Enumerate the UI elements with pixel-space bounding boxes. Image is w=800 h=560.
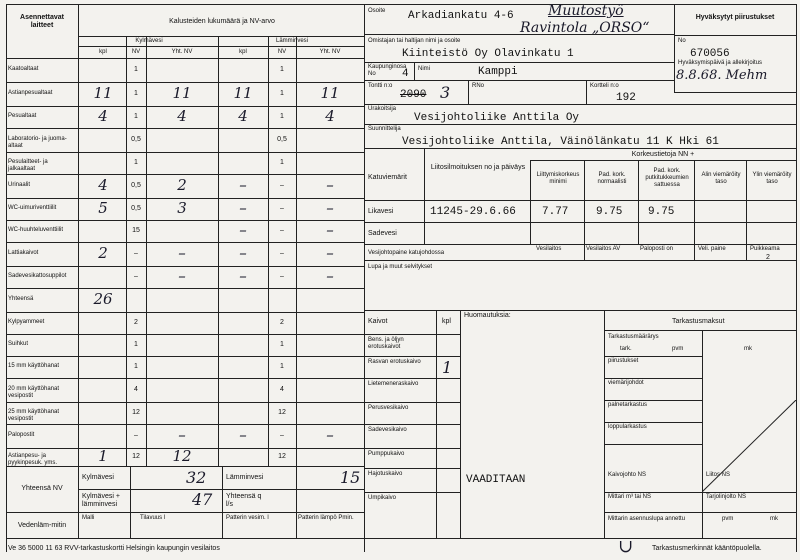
urakoitsija: Vesijohtoliike Anttila Oy xyxy=(414,112,580,124)
row-hot-kpl: – xyxy=(239,175,247,194)
row-label: Kylpyammeet xyxy=(8,318,45,325)
row-hot-nv: 1 xyxy=(280,362,284,370)
kaivo-item: Pumppukaivo xyxy=(368,451,405,457)
row-cold-nv: 15 xyxy=(132,226,140,234)
totals-cold-label: Kylmävesi xyxy=(82,474,114,481)
row-cold-nv: 0,5 xyxy=(131,204,141,212)
kaivo-item: Sadevesikaivo xyxy=(368,427,407,433)
kaivo-item: Perusvesikaivo xyxy=(368,405,409,411)
row-label: 20 mm käyttöhanat vesipostit xyxy=(8,385,60,399)
row-cold-nv: 4 xyxy=(134,385,138,393)
totals-both-label: Kylmävesi + lämminvesi xyxy=(82,493,120,508)
row-hot-nv: 4 xyxy=(280,385,284,393)
row-cold-nv: – xyxy=(134,249,138,257)
kaivot-kpl-label: kpl xyxy=(442,318,451,325)
totals-label: Yhteensä NV xyxy=(21,485,63,492)
row-label: Urinaalit xyxy=(8,181,31,188)
likavesi-norm: 9.75 xyxy=(596,206,623,218)
row-hot-kpl: – xyxy=(239,425,247,444)
row-label: 15 mm käyttöhanat xyxy=(8,362,60,369)
kaupunginosa-name: Kamppi xyxy=(478,66,518,78)
meter-patterin2: Patterin lämpö Pmin. xyxy=(298,515,354,521)
row-cold-kpl: 11 xyxy=(93,83,113,102)
liitos-label: Liitosilmoituksen no ja päiväys xyxy=(430,164,526,171)
korkeus-header: Korkeustietoja NN + xyxy=(631,151,695,158)
kaupunginosa-label: Kaupunginosa No xyxy=(368,64,407,77)
row-hot-nv: – xyxy=(280,226,284,234)
row-cold-yht: – xyxy=(178,243,186,262)
vesijohto-label: Vesijohtopaine katujohdossa xyxy=(368,250,445,256)
totals-sum-label: Yhteensä q l/s xyxy=(226,493,262,508)
footer-right: Tarkastusmerkinnät kääntöpuolella. xyxy=(652,545,762,552)
row-label: Palopostit xyxy=(8,431,35,438)
suunnittelija: Vesijohtoliike Anttila, Väinölänkatu 11 K Hki 61 xyxy=(402,136,719,148)
omistaja-label: Omistajan tai haltijan nimi ja osoite xyxy=(368,38,461,44)
kaivo-item: Hajotuskaivo xyxy=(368,471,403,477)
row-cold-nv: 12 xyxy=(132,408,140,416)
row-hot-nv: 1 xyxy=(280,89,284,97)
row-hot-kpl: – xyxy=(239,198,247,217)
kaivo-item: Umpikaivo xyxy=(368,495,397,501)
row-hot-nv: – xyxy=(280,249,284,257)
ylin-label: Ylin viemäröity taso xyxy=(752,172,792,185)
row-label: Sadevesikattosuppilot xyxy=(8,272,67,279)
row-hot-nv: 1 xyxy=(280,158,284,166)
row-label: Suihkut xyxy=(8,340,29,347)
kaupunginosa-name-label: Nimi xyxy=(418,66,430,72)
urakoitsija-label: Urakoitsija xyxy=(368,106,397,112)
sub-yht-cold: Yht. NV xyxy=(171,49,193,55)
tark-maara: Tarkastusmäärärys xyxy=(608,334,659,340)
row-cold-nv: 2 xyxy=(134,318,138,326)
row-cold-nv: 1 xyxy=(134,158,138,166)
row-cold-kpl: 4 xyxy=(98,175,108,194)
suunnittelija-label: Suunnittelija xyxy=(368,126,401,132)
mittari-label: Mittari m³ tai NS xyxy=(608,494,652,500)
row-hot-nv: 12 xyxy=(278,408,286,416)
rasva-kpl: 1 xyxy=(442,358,453,377)
meter-patterin: Patterin vesim. l xyxy=(226,515,269,521)
row-hot-nv: 1 xyxy=(280,340,284,348)
row-cold-yht: 4 xyxy=(177,106,187,125)
row-cold-yht: 3 xyxy=(177,198,187,217)
row-cold-kpl: 1 xyxy=(98,446,108,465)
totals-hot-label: Lämminvesi xyxy=(226,474,264,481)
row-label: Astianpesu- ja pyykinpesuk. yms. xyxy=(8,452,58,466)
row-hot-kpl: 4 xyxy=(238,106,248,125)
kaivo-item: Lietemeneraskaivo xyxy=(368,381,419,387)
sub-yht-hot: Yht. NV xyxy=(319,49,341,55)
row-cold-nv: – xyxy=(134,431,138,439)
mittarin-label: Mittarin asennuslupa annettu xyxy=(608,516,686,522)
likavesi-pk: 9.75 xyxy=(648,206,675,218)
tark-item: palnetarkastus xyxy=(608,402,648,408)
kortteli: 192 xyxy=(616,92,636,104)
muutos-note: Muutostyö xyxy=(548,3,624,19)
row-cold-yht: 2 xyxy=(177,175,187,194)
tark-item: viemärijohdot xyxy=(608,380,644,386)
approval-title: Hyväksytyt piirustukset xyxy=(695,14,775,21)
osoite: Arkadiankatu 4-6 xyxy=(408,10,514,22)
veli-label: Veli. paine xyxy=(698,246,726,252)
row-hot-yht: – xyxy=(326,266,334,285)
row-hot-yht: 11 xyxy=(320,83,340,102)
kaivo-item: Bens. ja öljyn erotuskaivot xyxy=(368,337,404,350)
row-hot-kpl: – xyxy=(239,266,247,285)
cold-header: Kylmävesi xyxy=(135,38,163,44)
row-label: 25 mm käyttöhanat vesipostit xyxy=(8,408,60,422)
row-hot-kpl: – xyxy=(239,243,247,262)
alin-label: Alin viemäröity taso xyxy=(701,172,741,185)
row-cold-yht: 12 xyxy=(172,446,192,465)
kaupunginosa-no: 4 xyxy=(402,68,409,80)
meter-label: Vedenläm-mitin xyxy=(17,522,67,529)
row-label: Laboratorio- ja juoma-altaat xyxy=(8,135,67,149)
row-label: Kaatoaltaat xyxy=(8,65,39,72)
totals-both-value: 47 xyxy=(192,490,213,509)
row-hot-nv: 12 xyxy=(278,452,286,460)
row-cold-kpl: 4 xyxy=(98,106,108,125)
sadevesi-label: Sadevesi xyxy=(368,230,397,237)
row-cold-yht: – xyxy=(178,266,186,285)
likavesi-label: Likavesi xyxy=(368,208,394,215)
col-type-header: Asennettavat laitteet xyxy=(20,14,64,29)
tark-mk: mk xyxy=(744,346,752,352)
ravintola-note: Ravintola „ORSO“ xyxy=(520,20,650,36)
row-cold-nv: 1 xyxy=(134,340,138,348)
tark-title: Tarkastusmaksut xyxy=(672,318,725,325)
padkork-norm-label: Pad. kork. normaalisti xyxy=(597,172,627,185)
totals-hot-value: 15 xyxy=(340,468,361,487)
vesilaitos-av-label: Vesilaitos AV xyxy=(586,246,621,252)
bottom-mk: mk xyxy=(770,516,778,522)
row-cold-nv: 1 xyxy=(134,89,138,97)
row-cold-nv: 0,5 xyxy=(131,135,141,143)
row-cold-nv: 0,5 xyxy=(131,181,141,189)
row-label: Lattiakaivot xyxy=(8,249,39,256)
row-label: Pesulaitteet- ja jalkaaltaat xyxy=(8,158,48,172)
row-hot-nv: – xyxy=(280,204,284,212)
row-label: Astianpesualtaat xyxy=(8,89,53,96)
row-label: Pesualtaat xyxy=(8,112,37,119)
osoite-label: Osoite xyxy=(368,8,386,14)
row-cold-kpl: 2 xyxy=(98,243,108,262)
tark-item: loppularkastus xyxy=(608,424,647,430)
row-hot-nv: – xyxy=(280,272,284,280)
sub-kpl-cold: kpl xyxy=(99,49,107,55)
row-cold-yht: – xyxy=(178,425,186,444)
fixtures-header: Kalusteiden lukumäärä ja NV-arvo xyxy=(169,18,275,25)
approval-no-label: No xyxy=(678,38,686,44)
row-hot-nv: 1 xyxy=(280,112,284,120)
kaivojohto-label: Kaivojohto NS xyxy=(608,472,647,478)
liitos-ns-label: Liitos NS xyxy=(706,472,731,478)
liittymis-label: Liittymiskorkeus minimi xyxy=(536,172,580,185)
vaaditaan: VAADITAAN xyxy=(466,474,526,486)
row-hot-nv: 2 xyxy=(280,318,284,326)
tark-pvm: pvm xyxy=(672,346,684,352)
approval-date: 8.8.68. Mehm xyxy=(676,68,768,83)
katuviemari-label: Katuviemärit xyxy=(368,174,407,181)
sub-nv-hot: NV xyxy=(277,49,287,55)
tarjolinja-label: Tarjolinjolto NS xyxy=(706,494,747,500)
huom-label: Huomautuksia: xyxy=(464,312,511,319)
tontti: 2090 xyxy=(400,89,427,101)
tontti-label: Tontti n:o xyxy=(368,83,393,89)
row-hot-yht: – xyxy=(326,220,334,239)
row-cold-nv: 12 xyxy=(132,452,140,460)
bottom-pvm: pvm xyxy=(722,516,734,522)
row-cold-nv: 1 xyxy=(134,65,138,73)
row-label: WC-uimuriventtiilit xyxy=(8,204,57,211)
rno-label: RNo xyxy=(472,83,485,89)
tark-item: piirustukset xyxy=(608,358,639,364)
puikkeama-label: Puikkeama xyxy=(750,246,780,252)
row-hot-yht: 4 xyxy=(325,106,335,125)
likavesi-min: 7.77 xyxy=(542,206,569,218)
approval-date-label: Hyväksymispäivä ja allekirjoitus xyxy=(678,60,763,66)
meter-malli: Malli xyxy=(82,515,95,521)
row-cold-kpl: 5 xyxy=(98,198,108,217)
row-label: Yhteensä xyxy=(8,295,34,302)
row-hot-nv: 0,5 xyxy=(277,135,287,143)
row-hot-yht: – xyxy=(326,425,334,444)
row-hot-yht: – xyxy=(326,175,334,194)
lupa-label: Lupa ja muut selvitykset xyxy=(368,264,433,270)
row-cold-nv: – xyxy=(134,272,138,280)
diagonal-strike xyxy=(702,400,796,492)
row-hot-nv: – xyxy=(280,431,284,439)
approval-no: 670056 xyxy=(690,48,730,60)
row-cold-nv: 1 xyxy=(134,112,138,120)
row-hot-nv: 1 xyxy=(280,65,284,73)
sub-kpl-hot: kpl xyxy=(239,49,247,55)
row-label: WC-huuhteluventtiilit xyxy=(8,226,64,233)
kaivo-item: Rasvan erotuskaivo xyxy=(368,359,421,365)
omistaja: Kiinteistö Oy Olavinkatu 1 xyxy=(402,48,574,60)
footer-left: Ve 36 5000 11 63 RVV-tarkastuskortti Helsingin kaupungin vesilaitos xyxy=(8,545,220,552)
meter-tilavuus: Tilavuus l xyxy=(140,515,166,521)
sub-nv-cold: NV xyxy=(131,49,141,55)
footer-mark: ∪ xyxy=(618,536,634,557)
likavesi-liitos: 11245-29.6.66 xyxy=(430,206,516,218)
puikkeama-value: 2 xyxy=(766,254,770,261)
row-cold-kpl: 26 xyxy=(93,289,113,308)
row-hot-nv: – xyxy=(280,181,284,189)
row-cold-yht: 11 xyxy=(172,83,192,102)
palo-label: Paloposti on xyxy=(640,246,674,252)
row-hot-kpl: – xyxy=(239,220,247,239)
hot-header: Lämminvesi xyxy=(275,38,308,44)
kortteli-label: Kortteli n:o xyxy=(590,83,619,89)
vesilaitos-label: Vesilaitos xyxy=(536,246,562,252)
kaivot-label: Kaivot xyxy=(368,318,388,325)
padkork-pk-label: Pad. kork. putkitukkeumien sattuessa xyxy=(645,168,689,188)
tark-tark: tark. xyxy=(620,346,632,352)
tontti-new: 3 xyxy=(440,83,451,102)
row-hot-yht: – xyxy=(326,243,334,262)
totals-cold-value: 32 xyxy=(186,468,207,487)
row-cold-nv: 1 xyxy=(134,362,138,370)
row-hot-yht: – xyxy=(326,198,334,217)
row-hot-kpl: 11 xyxy=(233,83,253,102)
